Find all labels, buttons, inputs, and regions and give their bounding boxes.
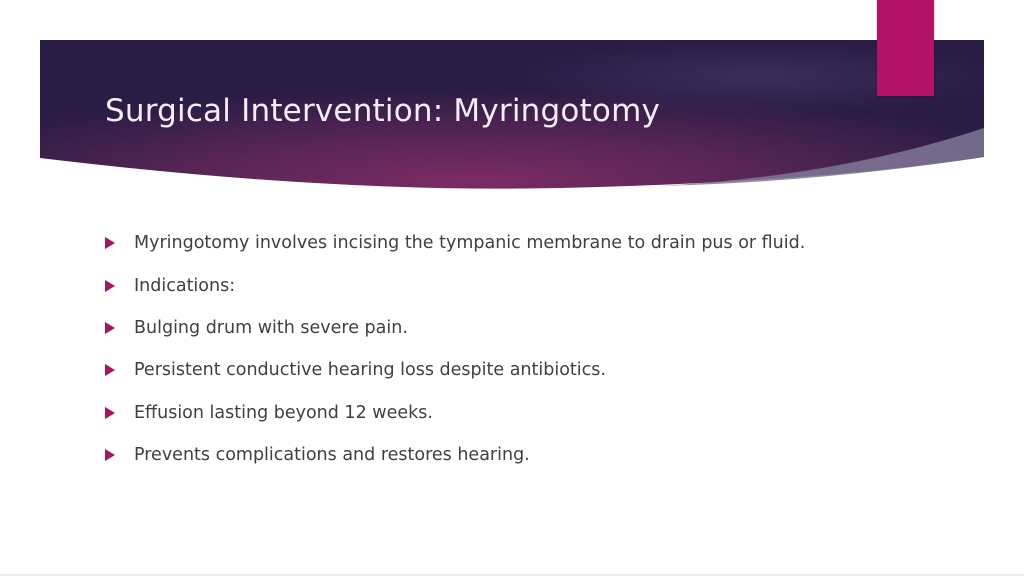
slide-title: Surgical Intervention: Myringotomy	[105, 93, 661, 129]
bullet-text: Prevents complications and restores hearing.	[134, 445, 530, 466]
bullet-item	[105, 307, 805, 349]
accent-tab	[877, 0, 934, 96]
bullet-item	[105, 222, 805, 264]
bullet-arrow-icon	[105, 364, 115, 376]
bullet-text: Bulging drum with severe pain.	[134, 317, 408, 338]
bullet-arrow-icon	[105, 407, 115, 419]
bullet-text: Persistent conductive hearing loss despite antibiotics.	[134, 360, 606, 381]
bullet-text: Effusion lasting beyond 12 weeks.	[134, 402, 433, 423]
bullet-text: Indications:	[134, 275, 236, 296]
bullet-item	[105, 392, 805, 434]
bullet-arrow-icon	[105, 280, 115, 292]
bullet-arrow-icon	[105, 322, 115, 334]
bullet-text: Myringotomy involves incising the tympanic membrane to drain pus or fluid.	[134, 233, 806, 254]
bullet-list	[105, 222, 805, 476]
bullet-item	[105, 264, 805, 306]
bullet-arrow-icon	[105, 237, 115, 249]
bullet-item	[105, 349, 805, 391]
bullet-item	[105, 434, 805, 476]
bullet-arrow-icon	[105, 449, 115, 461]
